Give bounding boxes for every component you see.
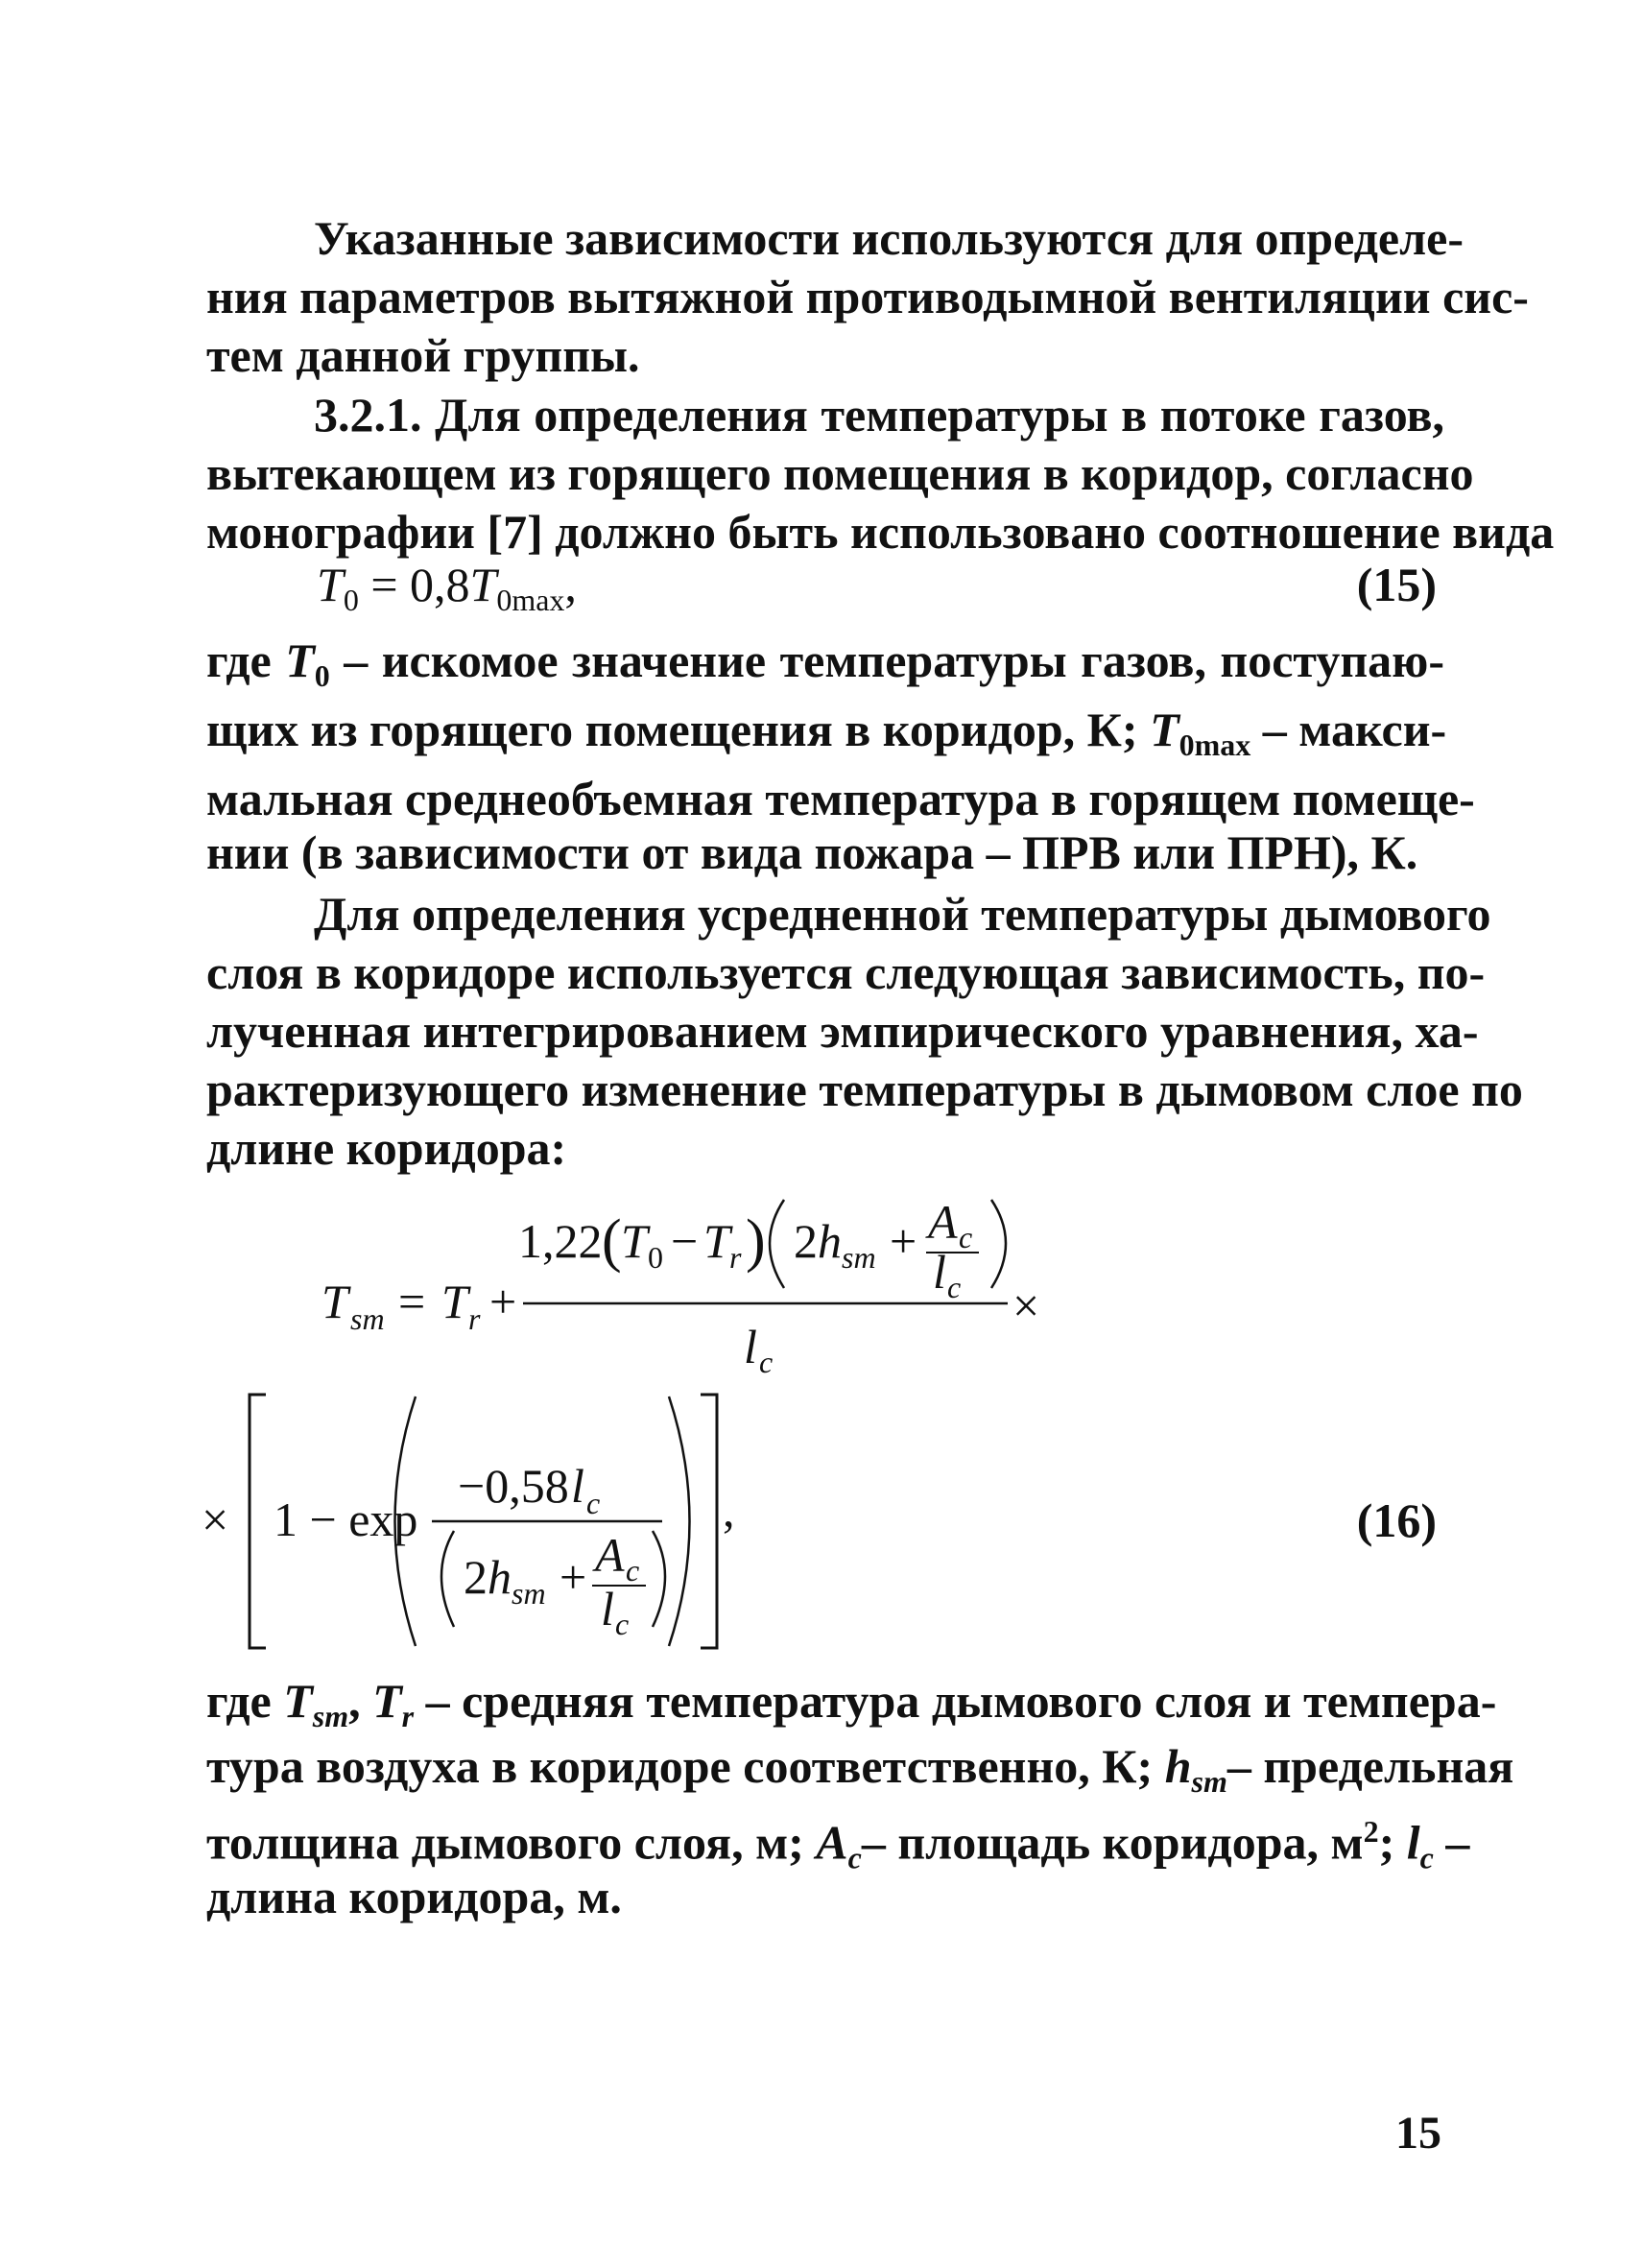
times-sign-2: × (202, 1492, 229, 1546)
text-line: щих из горящего помещения в коридор, К; $T_{0max}$ – макси- (206, 703, 1447, 762)
svg-text:T: T (441, 1275, 468, 1328)
svg-text:2: 2 (794, 1214, 818, 1268)
paragraph-2 (206, 885, 1523, 1178)
equation-number-16: (16) (1356, 1493, 1437, 1547)
svg-text:c: c (626, 1553, 640, 1588)
section-paragraph (206, 386, 1555, 561)
equation-number-15: (15) (1356, 558, 1437, 611)
svg-text:h: h (818, 1214, 842, 1268)
svg-text:r: r (729, 1240, 742, 1275)
svg-text:,: , (723, 1483, 735, 1537)
svg-text:(: ( (602, 1208, 622, 1274)
text-line: рактеризующего изменение температуры в дымовом слое по (206, 1062, 1523, 1116)
equation-15: $T_0 = 0,8T_{0max}$, (317, 558, 577, 617)
svg-text:+: + (489, 1275, 517, 1328)
svg-text:T: T (703, 1214, 730, 1268)
text-line: монографии [7] должно быть использовано соотношение вида (206, 505, 1555, 559)
svg-text:A: A (928, 1195, 958, 1249)
where-15-paragraph (206, 629, 1475, 879)
svg-text:l: l (601, 1582, 614, 1635)
svg-text:sm: sm (512, 1576, 546, 1611)
equation-16 (202, 1195, 1454, 1675)
text-line: вытекающем из горящего помещения в коридор, согласно (206, 446, 1474, 500)
text-line: толщина дымового слоя, м; $A_c-$ площадь коридора, $м^2$; $l_c$ – (206, 1814, 1470, 1875)
text-line: ния параметров вытяжной противодымной вентиляции сис- (206, 270, 1529, 323)
svg-text:c: c (947, 1270, 962, 1304)
one-minus-exp: 1 − exp (274, 1492, 418, 1546)
text-line: Указанные зависимости используются для определе- (314, 211, 1464, 265)
negative-coefficient: −0,58 (458, 1459, 569, 1513)
text-line: длине коридора: (206, 1121, 567, 1175)
intro-paragraph (206, 209, 1529, 385)
text-line: мальная среднеобъемная температура в горящем помеще- (206, 772, 1475, 825)
text-line: длина коридора, м. (206, 1870, 622, 1923)
where-16-paragraph (206, 1668, 1514, 1923)
svg-text:r: r (468, 1301, 481, 1336)
text-line: 3.2.1. Для определения температуры в потоке газов, (314, 388, 1444, 442)
svg-text:+: + (890, 1214, 917, 1268)
svg-text:−: − (671, 1214, 699, 1268)
times-sign: × (1012, 1278, 1040, 1332)
svg-text:c: c (615, 1607, 630, 1641)
svg-text:): ) (746, 1208, 766, 1274)
svg-text:=: = (398, 1275, 426, 1328)
svg-text:2: 2 (464, 1550, 488, 1604)
text-line: тем данной группы. (206, 328, 640, 382)
svg-text:l: l (744, 1320, 757, 1373)
svg-text:sm: sm (350, 1301, 385, 1336)
text-line: где $T_0$ – искомое значение температуры газов, поступаю- (206, 633, 1445, 693)
text-line: слоя в коридоре используется следующая зависимость, по- (206, 945, 1486, 999)
svg-text:l: l (933, 1245, 946, 1299)
svg-text:c: c (586, 1486, 601, 1520)
svg-text:l: l (571, 1459, 584, 1513)
text-line: Для определения усредненной температуры дымового (314, 887, 1491, 941)
svg-text:A: A (595, 1528, 625, 1582)
text-line: где $T_{sm}$, $T_r$ – средняя температура дымового слоя и темпера- (206, 1674, 1497, 1733)
text-line: лученная интегрированием эмпирического уравнения, ха- (206, 1004, 1479, 1058)
svg-text:0: 0 (648, 1240, 663, 1275)
page-number: 15 (1395, 2108, 1441, 2159)
svg-text:+: + (560, 1550, 587, 1604)
svg-text:h: h (488, 1550, 512, 1604)
text-line: тура воздуха в коридоре соответственно, К; $h_{sm}-$ предельная (206, 1739, 1514, 1799)
coefficient: 1,22 (518, 1214, 603, 1268)
text-line: нии (в зависимости от вида пожара – ПРВ или ПРН), К. (206, 825, 1418, 879)
svg-text:sm: sm (842, 1240, 876, 1275)
svg-text:c: c (959, 1220, 973, 1254)
svg-text:T: T (621, 1214, 648, 1268)
svg-text:c: c (759, 1345, 774, 1379)
tsm-symbol: T (321, 1275, 348, 1328)
